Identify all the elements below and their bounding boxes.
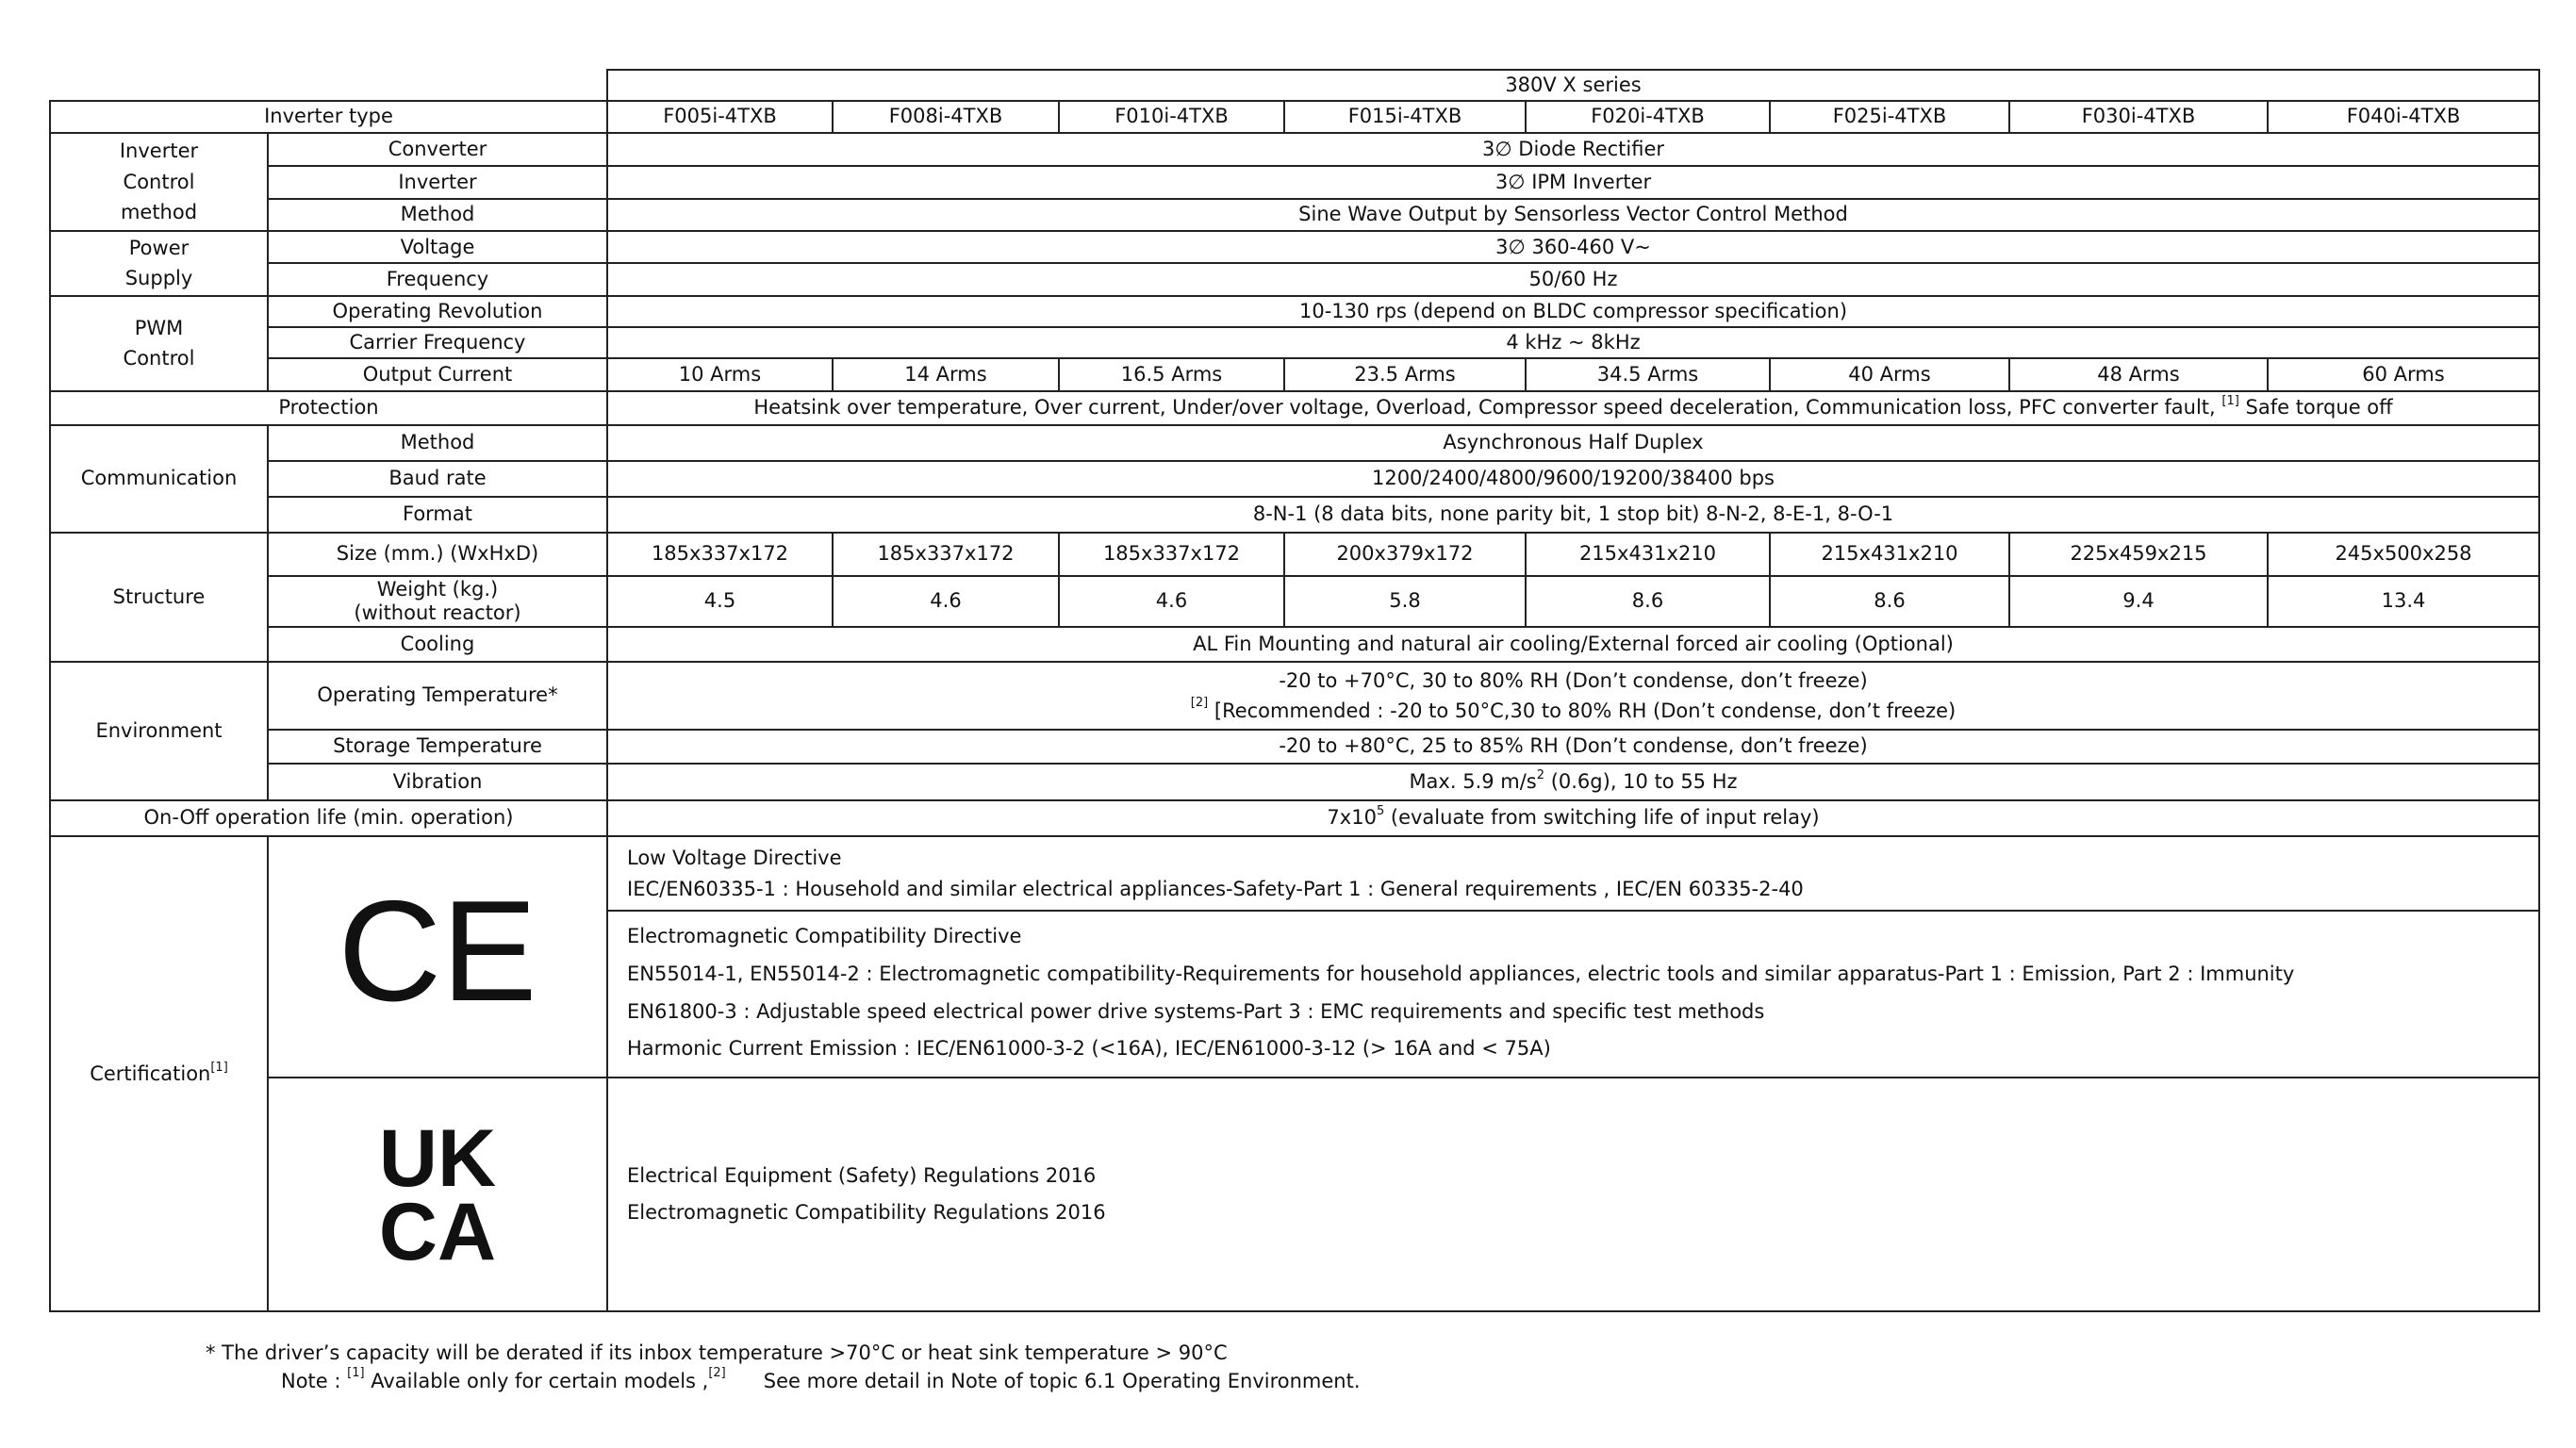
- ukca-line: Electrical Equipment (Safety) Regulations 2016: [627, 1164, 1097, 1188]
- vibration-label: Vibration: [268, 764, 607, 800]
- ce-logo-cell: [268, 836, 607, 1078]
- model-cell: F005i-4TXB: [607, 101, 833, 133]
- size-cell: 215x431x210: [1770, 533, 2009, 576]
- weight-label: Weight (kg.) (without reactor): [268, 576, 607, 627]
- size-cell: 185x337x172: [607, 533, 833, 576]
- cert-ce-row: [50, 836, 2539, 1078]
- ce-mark-icon: [338, 871, 537, 1031]
- current-label: Output Current: [268, 358, 607, 391]
- current-cell: 40 Arms: [1770, 358, 2009, 391]
- size-row: [50, 533, 2539, 576]
- vibration-row: [50, 764, 2539, 800]
- size-cell: 225x459x215: [2009, 533, 2268, 576]
- current-cell: 14 Arms: [833, 358, 1059, 391]
- footnote-notes: Note : [1] Available only for certain models ,[2] See more detail in Note of topic 6.1 Operating Environment.: [281, 1366, 1361, 1393]
- format-row: [50, 497, 2539, 533]
- comm-method-label: Method: [268, 425, 607, 461]
- lvd-block: [608, 837, 2538, 912]
- current-cell: 10 Arms: [607, 358, 833, 391]
- baud-label: Baud rate: [268, 461, 607, 497]
- revolution-label: Operating Revolution: [268, 296, 607, 327]
- carrier-label: Carrier Frequency: [268, 327, 607, 358]
- current-cell: 34.5 Arms: [1526, 358, 1770, 391]
- protection-value: Heatsink over temperature, Over current, Under/over voltage, Overload, Compressor speed deceleration, Communication loss, PFC converter fault, [1] Safe torque off: [607, 391, 2539, 425]
- ce-details: [607, 836, 2539, 1078]
- current-cell: 16.5 Arms: [1059, 358, 1284, 391]
- size-label: Size (mm.) (WxHxD): [268, 533, 607, 576]
- voltage-row: [50, 231, 2539, 263]
- weight-row: [50, 576, 2539, 627]
- onoff-row: [50, 800, 2539, 836]
- voltage-label: Voltage: [268, 231, 607, 263]
- storage-row: [50, 730, 2539, 764]
- model-cell: F015i-4TXB: [1284, 101, 1526, 133]
- cooling-value: AL Fin Mounting and natural air cooling/External forced air cooling (Optional): [607, 627, 2539, 662]
- op-temp-value: -20 to +70°C, 30 to 80% RH (Don’t condense, don’t freeze) [2] [Recommended : -20 to 50°C,30 to 80% RH (Don’t condense, don’t freeze): [607, 662, 2539, 730]
- format-label: Format: [268, 497, 607, 533]
- footnotes: [206, 1339, 1361, 1396]
- model-cell: F030i-4TXB: [2009, 101, 2268, 133]
- current-cell: 48 Arms: [2009, 358, 2268, 391]
- current-row: [50, 358, 2539, 391]
- converter-value: 3∅ Diode Rectifier: [607, 133, 2539, 166]
- blank-corner: [50, 70, 607, 101]
- method-row: [50, 199, 2539, 231]
- current-cell: 23.5 Arms: [1284, 358, 1526, 391]
- revolution-value: 10-130 rps (depend on BLDC compressor specification): [607, 296, 2539, 327]
- op-temp-row: [50, 662, 2539, 730]
- weight-cell: 9.4: [2009, 576, 2268, 627]
- svg-text:UK: UK: [378, 1113, 497, 1205]
- model-cell: F020i-4TXB: [1526, 101, 1770, 133]
- size-cell: 185x337x172: [833, 533, 1059, 576]
- carrier-value: 4 kHz ~ 8kHz: [607, 327, 2539, 358]
- storage-label: Storage Temperature: [268, 730, 607, 764]
- weight-cell: 4.6: [1059, 576, 1284, 627]
- svg-text:CA: CA: [378, 1187, 497, 1278]
- spec-table: [49, 69, 2540, 1312]
- method-label: Method: [268, 199, 607, 231]
- size-cell: 200x379x172: [1284, 533, 1526, 576]
- converter-row: [50, 133, 2539, 166]
- inverter-label: Inverter: [268, 166, 607, 199]
- baud-value: 1200/2400/4800/9600/19200/38400 bps: [607, 461, 2539, 497]
- op-temp-label: Operating Temperature*: [268, 662, 607, 730]
- emc-title: Electromagnetic Compatibility Directive: [627, 924, 1022, 947]
- footnote-derating: * The driver’s capacity will be derated if its inbox temperature >70°C or heat sink temperature > 90°C: [206, 1341, 1228, 1364]
- frequency-row: [50, 263, 2539, 295]
- ukca-logo-cell: [268, 1078, 607, 1311]
- voltage-value: 3∅ 360-460 V~: [607, 231, 2539, 263]
- size-cell: 215x431x210: [1526, 533, 1770, 576]
- cooling-label: Cooling: [268, 627, 607, 662]
- inverter-value: 3∅ IPM Inverter: [607, 166, 2539, 199]
- comm-method-row: [50, 425, 2539, 461]
- pwm-group-label: PWM Control: [50, 296, 268, 391]
- emc-line: EN61800-3 : Adjustable speed electrical power drive systems-Part 3 : EMC requirements and specific test methods: [627, 999, 1765, 1023]
- environment-group-label: Environment: [50, 662, 268, 800]
- certification-label: Certification[1]: [50, 836, 268, 1311]
- model-cell: F040i-4TXB: [2268, 101, 2539, 133]
- weight-cell: 4.6: [833, 576, 1059, 627]
- size-cell: 245x500x258: [2268, 533, 2539, 576]
- weight-cell: 4.5: [607, 576, 833, 627]
- vibration-value: Max. 5.9 $m/s^2$ (0.6g), 10 to 55 Hz: [607, 764, 2539, 800]
- structure-group-label: Structure: [50, 533, 268, 662]
- communication-group-label: Communication: [50, 425, 268, 533]
- format-value: 8-N-1 (8 data bits, none parity bit, 1 stop bit) 8-N-2, 8-E-1, 8-O-1: [607, 497, 2539, 533]
- current-cell: 60 Arms: [2268, 358, 2539, 391]
- emc-line: Harmonic Current Emission : IEC/EN61000-3-2 (<16A), IEC/EN61000-3-12 (> 16A and < 75A): [627, 1037, 1551, 1061]
- ukca-line: Electromagnetic Compatibility Regulations 2016: [627, 1201, 1106, 1225]
- comm-method-value: Asynchronous Half Duplex: [607, 425, 2539, 461]
- carrier-row: [50, 327, 2539, 358]
- size-cell: 185x337x172: [1059, 533, 1284, 576]
- method-value: Sine Wave Output by Sensorless Vector Control Method: [607, 199, 2539, 231]
- cert-ukca-row: [50, 1078, 2539, 1311]
- revolution-row: [50, 296, 2539, 327]
- ukca-mark-icon: [357, 1113, 518, 1278]
- weight-cell: 13.4: [2268, 576, 2539, 627]
- baud-row: [50, 461, 2539, 497]
- power-group-label: Power Supply: [50, 231, 268, 296]
- protection-row: [50, 391, 2539, 425]
- inverter-type-label: Inverter type: [50, 101, 607, 133]
- onoff-label: On-Off operation life (min. operation): [50, 800, 607, 836]
- weight-cell: 5.8: [1284, 576, 1526, 627]
- control-group-label: Inverter Control method: [50, 133, 268, 231]
- weight-cell: 8.6: [1770, 576, 2009, 627]
- model-cell: F010i-4TXB: [1059, 101, 1284, 133]
- weight-cell: 8.6: [1526, 576, 1770, 627]
- protection-label: Protection: [50, 391, 607, 425]
- storage-value: -20 to +80°C, 25 to 85% RH (Don’t condense, don’t freeze): [607, 730, 2539, 764]
- model-cell: F008i-4TXB: [833, 101, 1059, 133]
- ukca-details: [607, 1078, 2539, 1311]
- inverter-row: [50, 166, 2539, 199]
- emc-block: [608, 912, 2538, 1077]
- frequency-value: 50/60 Hz: [607, 263, 2539, 295]
- onoff-value: $7x10^5$ (evaluate from switching life of input relay): [607, 800, 2539, 836]
- emc-line: EN55014-1, EN55014-2 : Electromagnetic compatibility-Requirements for household appliances, electric tools and similar apparatus-Part 1 : Emission, Part 2 : Immunity: [627, 962, 2295, 985]
- lvd-text: IEC/EN60335-1 : Household and similar electrical appliances-Safety-Part 1 : General requirements , IEC/EN 60335-2-40: [627, 877, 1804, 900]
- model-cell: F025i-4TXB: [1770, 101, 2009, 133]
- lvd-title: Low Voltage Directive: [627, 847, 842, 870]
- converter-label: Converter: [268, 133, 607, 166]
- model-row: [50, 101, 2539, 133]
- series-label: 380V X series: [607, 70, 2539, 101]
- series-row: [50, 70, 2539, 101]
- svg-text:CE: CE: [338, 871, 537, 1031]
- cooling-row: [50, 627, 2539, 662]
- frequency-label: Frequency: [268, 263, 607, 295]
